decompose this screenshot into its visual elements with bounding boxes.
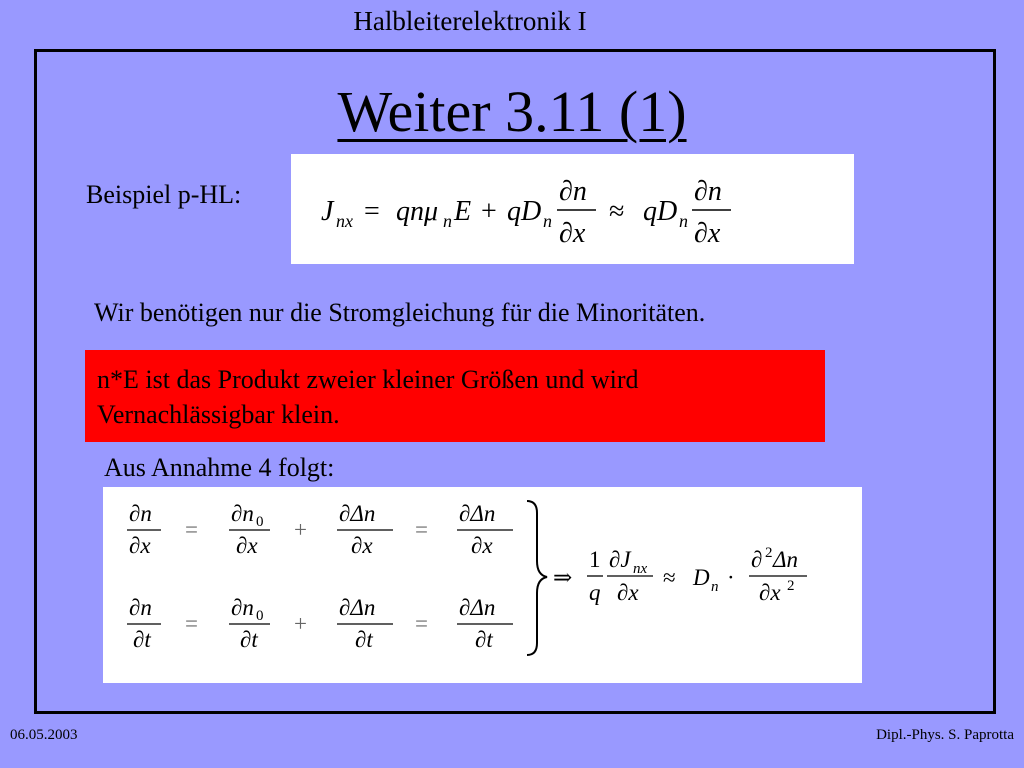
- svg-text:∂t: ∂t: [355, 627, 373, 652]
- svg-text:=: =: [415, 611, 428, 636]
- svg-text:∂x: ∂x: [759, 580, 781, 605]
- svg-text:≈: ≈: [609, 196, 625, 227]
- svg-text:∂x: ∂x: [559, 218, 586, 249]
- svg-text:qD: qD: [643, 196, 678, 227]
- svg-text:nx: nx: [633, 561, 648, 577]
- svg-text:n: n: [711, 579, 719, 595]
- svg-text:∂x: ∂x: [129, 533, 151, 558]
- svg-text:1: 1: [589, 547, 601, 572]
- svg-text:∂n: ∂n: [694, 176, 722, 207]
- svg-text:∂n: ∂n: [559, 176, 587, 207]
- svg-text:0: 0: [256, 514, 264, 530]
- svg-text:∂J: ∂J: [609, 547, 631, 572]
- highlight-line-2: Vernachlässigbar klein.: [97, 400, 340, 429]
- svg-text:∂t: ∂t: [240, 627, 258, 652]
- current-equation-image: [291, 154, 854, 264]
- highlight-line-1: n*E ist das Produkt zweier kleiner Größen und wird: [97, 365, 639, 394]
- svg-text:Δn: Δn: [773, 547, 798, 572]
- svg-text:∂n: ∂n: [129, 595, 152, 620]
- svg-text:n: n: [543, 211, 552, 231]
- svg-text:·: ·: [727, 565, 735, 590]
- svg-text:=: =: [364, 196, 380, 227]
- svg-text:+: +: [294, 611, 307, 636]
- svg-text:2: 2: [765, 545, 773, 561]
- highlight-note: [85, 350, 825, 442]
- svg-text:=: =: [415, 517, 428, 542]
- svg-text:n: n: [679, 211, 688, 231]
- svg-text:D: D: [693, 565, 710, 590]
- svg-text:J: J: [321, 196, 334, 227]
- svg-text:∂t: ∂t: [475, 627, 493, 652]
- svg-text:≈: ≈: [663, 565, 676, 590]
- svg-text:⇒: ⇒: [553, 565, 573, 590]
- svg-text:∂x: ∂x: [617, 580, 639, 605]
- derivative-system-image: [103, 487, 862, 683]
- svg-text:+: +: [481, 196, 497, 227]
- svg-text:∂n: ∂n: [231, 501, 254, 526]
- svg-text:∂x: ∂x: [471, 533, 493, 558]
- svg-text:n: n: [443, 211, 452, 231]
- example-label: Beispiel p-HL:: [86, 180, 242, 209]
- svg-text:∂Δn: ∂Δn: [339, 501, 376, 526]
- svg-text:∂x: ∂x: [694, 218, 721, 249]
- svg-text:0: 0: [256, 608, 264, 624]
- svg-text:∂: ∂: [751, 547, 763, 572]
- svg-text:∂t: ∂t: [133, 627, 151, 652]
- assumption-text: Aus Annahme 4 folgt:: [104, 453, 335, 482]
- svg-text:=: =: [185, 517, 198, 542]
- svg-text:2: 2: [787, 578, 795, 594]
- svg-text:qnμ: qnμ: [396, 196, 439, 227]
- svg-text:∂x: ∂x: [236, 533, 258, 558]
- footer-author: Dipl.-Phys. S. Paprotta: [876, 727, 1014, 743]
- svg-text:E: E: [454, 196, 472, 227]
- svg-text:∂Δn: ∂Δn: [459, 595, 496, 620]
- slide-title: Weiter 3.11 (1): [337, 79, 687, 144]
- svg-text:∂x: ∂x: [351, 533, 373, 558]
- svg-text:qD: qD: [507, 196, 542, 227]
- svg-text:∂n: ∂n: [231, 595, 254, 620]
- svg-text:∂n: ∂n: [129, 501, 152, 526]
- svg-text:+: +: [294, 517, 307, 542]
- presentation-title: Halbleiterelektronik I: [353, 6, 587, 36]
- svg-text:q: q: [589, 580, 601, 605]
- svg-text:=: =: [185, 611, 198, 636]
- footer-date: 06.05.2003: [10, 727, 78, 743]
- svg-text:∂Δn: ∂Δn: [339, 595, 376, 620]
- svg-text:∂Δn: ∂Δn: [459, 501, 496, 526]
- minority-current-text: Wir benötigen nur die Stromgleichung für die Minoritäten.: [94, 298, 706, 327]
- svg-text:nx: nx: [336, 211, 353, 231]
